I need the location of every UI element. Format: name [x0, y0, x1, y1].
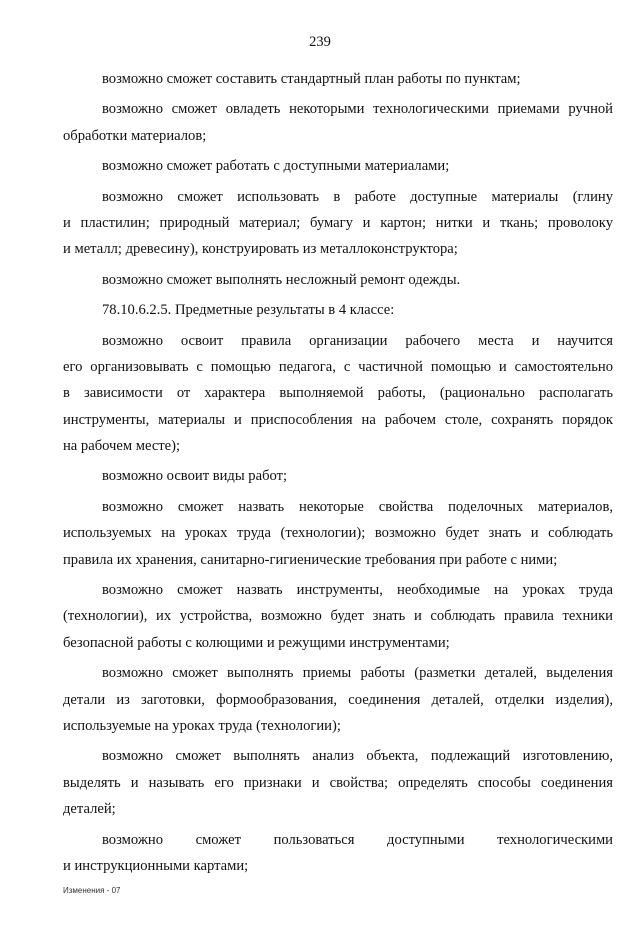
paragraph [63, 96, 613, 149]
paragraph [63, 267, 613, 293]
paragraph-line: возможно сможет работать с доступными материалами; [102, 158, 450, 175]
paragraph-line: детали из заготовки, формообразования, соединения деталей, отделки изделия), [63, 691, 613, 708]
paragraph-line: возможно сможет назвать инструменты, необходимые на уроках труда [102, 582, 613, 599]
paragraph-line: деталей; [63, 801, 116, 818]
paragraph [63, 827, 613, 880]
paragraph-line: возможно сможет использовать в работе доступные материалы (глину [102, 188, 613, 205]
page-number: 239 [309, 34, 331, 50]
paragraph-line: правила их хранения, санитарно-гигиенические требования при работе с ними; [63, 551, 558, 568]
paragraph-line: возможно сможет составить стандартный план работы по пунктам; [102, 71, 521, 87]
paragraph-line: (технологии), их устройства, возможно будет знать и соблюдать правила техники [63, 608, 613, 625]
paragraph-line: его организовывать с помощью педагога, с частичной помощью и самостоятельно [63, 358, 613, 375]
paragraph-line: и металл; древесину), конструировать из металлоконструктора; [63, 241, 458, 258]
paragraph-line: возможно сможет выполнять несложный ремонт одежды. [102, 271, 461, 288]
paragraph [63, 184, 613, 263]
paragraph [63, 463, 613, 489]
paragraph-line: на рабочем месте); [63, 438, 181, 455]
paragraph [63, 494, 613, 573]
paragraph-line: в зависимости от характера выполняемой работы, (рационально располагать [63, 385, 613, 402]
page-footer: Изменения - 07 [63, 886, 121, 895]
body-text [63, 66, 613, 879]
paragraph [63, 153, 613, 179]
paragraph [63, 743, 613, 822]
paragraph [63, 297, 613, 323]
paragraph-line: 78.10.6.2.5. Предметные результаты в 4 классе: [102, 302, 395, 319]
paragraph [63, 577, 613, 656]
paragraph-line: возможно сможет назвать некоторые свойства поделочных материалов, [102, 498, 613, 515]
paragraph-line: возможно освоит виды работ; [102, 468, 288, 485]
paragraph [63, 660, 613, 739]
paragraph-line: безопасной работы с колющими и режущими инструментами; [63, 634, 450, 651]
paragraph-line: инструменты, материалы и приспособления на рабочем столе, сохранять порядок [63, 411, 613, 428]
paragraph-line: возможно сможет овладеть некоторыми технологическими приемами ручной [102, 101, 613, 118]
paragraph-line: возможно сможет выполнять приемы работы (разметки деталей, выделения [102, 665, 613, 682]
paragraph [63, 328, 613, 460]
paragraph-line: и пластилин; природный материал; бумагу и картон; нитки и ткань; проволоку [63, 214, 613, 231]
paragraph-line: используемых на уроках труда (технологии); возможно будет знать и соблюдать [63, 525, 613, 542]
paragraph-line: и инструкционными картами; [63, 857, 249, 874]
paragraph [63, 66, 613, 92]
paragraph-line: выделять и называть его признаки и свойства; определять способы соединения [63, 774, 613, 791]
paragraph-line: обработки материалов; [63, 127, 207, 144]
paragraph-line: возможно сможет пользоваться доступными технологическими [102, 831, 613, 848]
paragraph-line: возможно сможет выполнять анализ объекта, подлежащий изготовлению, [102, 748, 613, 765]
paragraph-line: используемые на уроках труда (технологии); [63, 717, 341, 734]
paragraph-line: возможно освоит правила организации рабочего места и научится [102, 332, 613, 349]
